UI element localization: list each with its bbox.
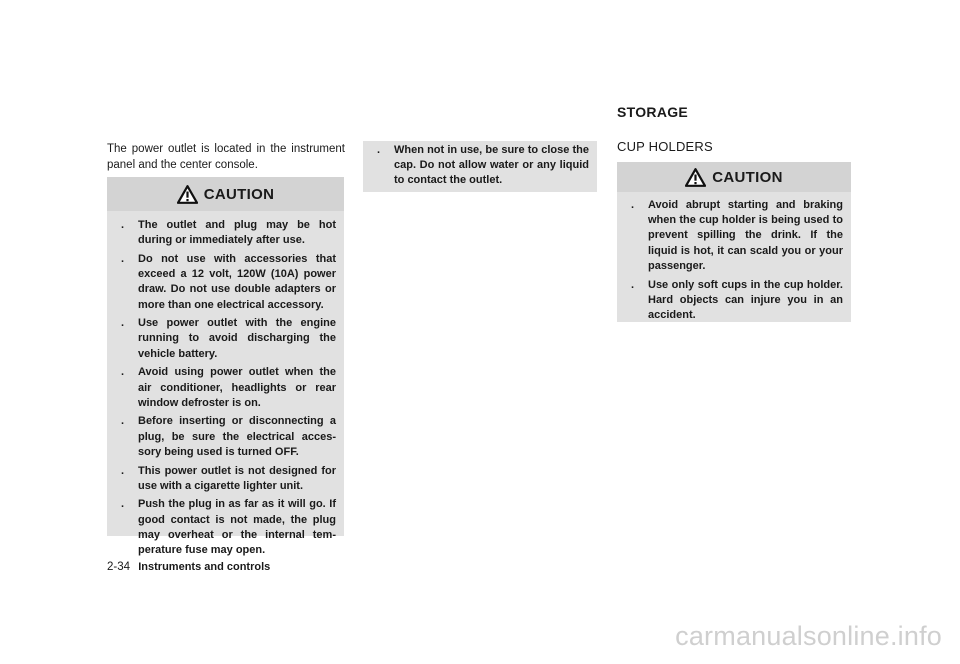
caution-text: Use power outlet with the engine running to avoid discharging the vehicle battery. (138, 317, 336, 360)
bullet: . (121, 464, 125, 477)
page-footer (107, 561, 270, 573)
caution-text: Push the plug in as far as it will go. If good contact is not made, the plug may overheat or the internal tem-perature fuse may open. (138, 498, 336, 557)
caution-text: Avoid using power outlet when the air conditioner, headlights or rear window defroster is on. (138, 366, 336, 409)
bullet: . (121, 219, 125, 231)
caution-text: When not in use, be sure to close the cap. Do not allow water or any liquid to contact the outlet. (394, 144, 589, 187)
caution-title: CAUTION (203, 185, 275, 203)
caution-item (625, 198, 843, 274)
caution-header (617, 162, 851, 192)
caution-text: Do not use with accessories that exceed a 12 volt, 120W (10A) power draw. Do not use double adapters or more than one electrical accessory. (138, 252, 336, 311)
caution-item (625, 278, 843, 324)
bullet: . (631, 278, 635, 291)
intro-paragraph: The power outlet is located in the instrument panel and the center console. (107, 143, 345, 171)
bullet: . (631, 199, 635, 211)
watermark: carmanualsonline.info (675, 621, 942, 651)
bullet: . (121, 498, 125, 511)
caution-item (115, 414, 336, 460)
bullet: . (121, 415, 125, 428)
caution-item (371, 143, 589, 189)
bullet: . (121, 252, 125, 265)
caution-item (115, 464, 336, 494)
bullet: . (377, 144, 381, 156)
warning-triangle-icon (685, 168, 706, 187)
cup-holder-caution-box (617, 162, 851, 322)
caution-list (363, 141, 597, 189)
chapter-title: Instruments and controls (138, 561, 271, 573)
section-title: STORAGE (617, 104, 689, 120)
power-outlet-caution-box (107, 177, 344, 557)
bullet: . (121, 366, 125, 379)
caution-item (115, 365, 336, 411)
caution-item (115, 252, 336, 313)
bullet: . (121, 317, 125, 330)
caution-title: CAUTION (712, 168, 783, 186)
caution-text: Avoid abrupt starting and braking when the cup holder is being used to prevent spilling the drink. If the liquid is hot, it can scald you or your passenger. (648, 199, 843, 272)
caution-text: Use only soft cups in the cup holder. Hard objects can injure you in an accident. (648, 278, 843, 321)
page-number: 2-34 (107, 561, 131, 573)
caution-text: Before inserting or disconnecting a plug, be sure the electrical acces-sory being used is turned OFF. (138, 415, 336, 458)
caution-item (115, 218, 336, 248)
subsection-title: CUP HOLDERS (617, 139, 713, 154)
caution-text: This power outlet is not designed for use with a cigarette lighter unit. (138, 464, 336, 492)
caution-header (107, 177, 344, 211)
caution-item (115, 316, 336, 362)
warning-triangle-icon (177, 185, 198, 204)
caution-text: The outlet and plug may be hot during or immediately after use. (138, 219, 336, 247)
power-outlet-caution-continued-box (363, 141, 597, 192)
caution-list (617, 192, 851, 323)
caution-item (115, 497, 336, 558)
caution-list (107, 211, 344, 558)
